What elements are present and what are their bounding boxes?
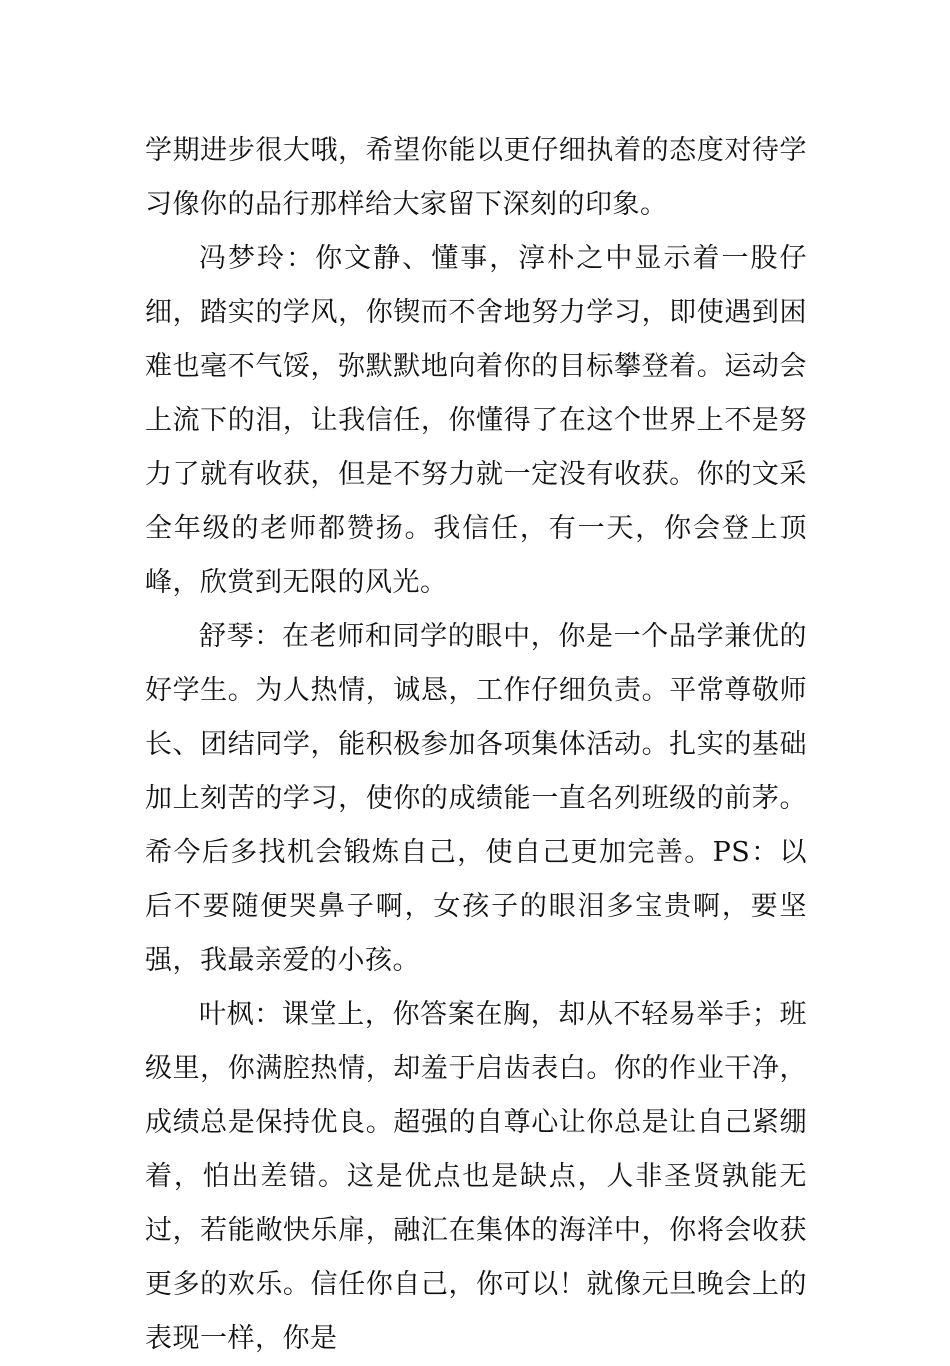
paragraph-ye-feng: 叶枫：课堂上，你答案在胸，却从不轻易举手；班级里，你满腔热情，却羞于启齿表白。你的作业干净，成绩总是保持优良。超强的自尊心让你总是让自己紧绷着，怕出差错。这是优点也是缺点，人非圣贤孰能无过，若能敞快乐扉，融汇在集体的海洋中，你将会收获更多的欢乐。信任你自己，你可以！就像元旦晚会上的表现一样，你是 [145,999,807,1354]
paragraph-feng-mengling: 冯梦玲：你文静、懂事，淳朴之中显示着一股仔细，踏实的学风，你锲而不舍地努力学习，即使遇到困难也毫不气馁，弥默默地向着你的目标攀登着。运动会上流下的泪，让我信任，你懂得了在这个世界上不是努力了就有收获，但是不努力就一定没有收获。你的文采全年级的老师都赞扬。我信任，有一天，你会登上顶峰，欣赏到无限的风光。 [145,243,807,598]
document-body [145,124,807,1366]
paragraph-continuation: 学期进步很大哦，希望你能以更仔细执着的态度对待学习像你的品行那样给大家留下深刻的印象。 [145,135,807,220]
paragraph-shu-qin: 舒琴：在老师和同学的眼中，你是一个品学兼优的好学生。为人热情，诚恳，工作仔细负责。平常尊敬师长、团结同学，能积极参加各项集体活动。扎实的基础加上刻苦的学习，使你的成绩能一直名列班级的前茅。希今后多找机会锻炼自己，使自己更加完善。PS：以后不要随便哭鼻子啊，女孩子的眼泪多宝贵啊，要坚强，我最亲爱的小孩。 [145,621,807,976]
